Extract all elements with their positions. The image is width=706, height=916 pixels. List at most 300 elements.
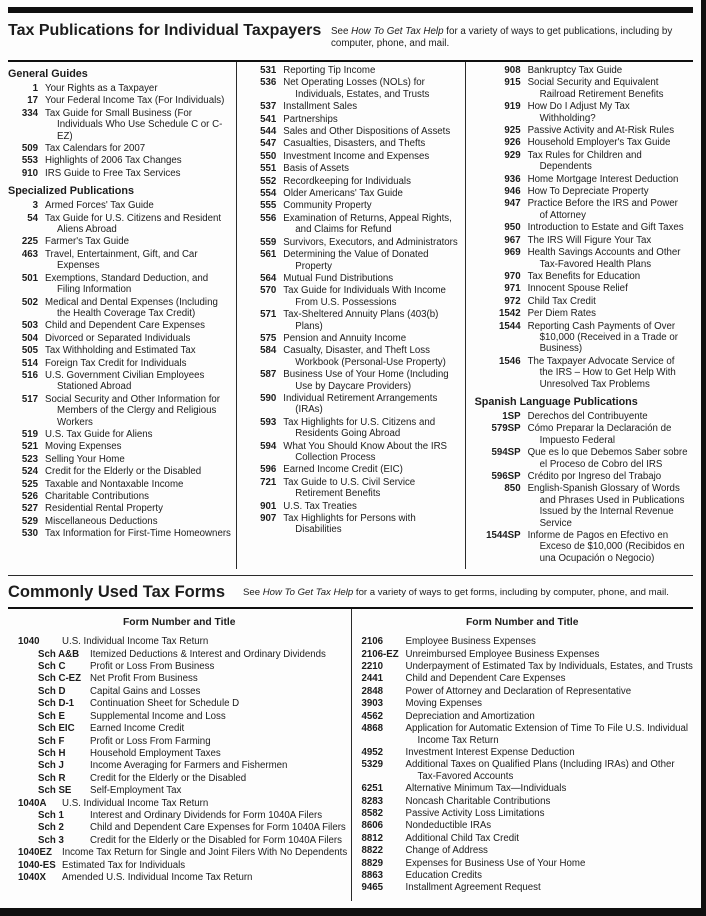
forms-section <box>8 609 693 901</box>
form-title: Nondeductible IRAs <box>405 820 492 832</box>
form-number: 1040X <box>18 871 47 883</box>
publication-item <box>8 236 231 247</box>
publication-title: Tax Guide for U.S. Citizens and Resident Aliens Abroad <box>45 212 222 236</box>
publication-number: 225 <box>21 236 38 248</box>
publication-title: The Taxpayer Advocate Service of the IRS – How to Get Help With Unresolved Tax Problems <box>527 355 676 390</box>
form-item <box>352 858 694 869</box>
form-title: Alternative Minimum Tax—Individuals <box>405 783 567 795</box>
form-item <box>8 748 351 759</box>
publication-title: Child Tax Credit <box>527 295 596 307</box>
publication-item <box>475 137 688 148</box>
publication-title: Medical and Dental Expenses (Including the Health Coverage Tax Credit) <box>45 296 218 319</box>
publication-item <box>475 296 688 307</box>
publication-item <box>8 95 231 106</box>
form-item <box>8 723 351 734</box>
form-title: Passive Activity Loss Limitations <box>405 807 545 819</box>
publication-item <box>246 369 459 392</box>
publication-title: Pension and Annuity Income <box>283 332 407 344</box>
publication-item <box>8 516 231 527</box>
publication-number: 575 <box>260 332 277 344</box>
form-title: Profit or Loss From Farming <box>90 735 211 747</box>
form-item <box>352 723 694 746</box>
publication-item <box>475 271 688 282</box>
publication-title: How To Depreciate Property <box>527 186 649 198</box>
form-item <box>8 773 351 784</box>
publication-item <box>8 441 231 452</box>
publication-item <box>246 249 459 272</box>
top-rule <box>8 7 693 13</box>
form-title: Income Averaging for Farmers and Fishermen <box>90 760 288 772</box>
form-item <box>8 822 351 833</box>
publication-item <box>475 235 688 246</box>
publication-title: What You Should Know About the IRS Collection Process <box>283 440 448 463</box>
publication-number: 593 <box>260 416 277 428</box>
forms-note <box>243 587 669 598</box>
form-item <box>8 798 351 809</box>
form-title: Profit or Loss From Business <box>90 661 215 673</box>
publication-title: Tax Highlights for U.S. Citizens and Residents Going Abroad <box>283 416 436 440</box>
publication-item <box>246 273 459 284</box>
form-title: Household Employment Taxes <box>90 747 221 759</box>
publications-group-heading: Specialized Publications <box>8 185 134 198</box>
publication-title: Per Diem Rates <box>527 308 596 320</box>
publication-title: Mutual Fund Distributions <box>283 272 394 284</box>
publication-title: Charitable Contributions <box>45 491 149 502</box>
publication-item <box>246 501 459 512</box>
publication-title: U.S. Tax Guide for Aliens <box>45 428 153 440</box>
form-title: Credit for the Elderly or the Disabled for Form 1040A Filers <box>90 834 342 846</box>
form-title: Underpayment of Estimated Tax by Individuals, Estates, and Trusts <box>405 661 693 673</box>
publication-number: 561 <box>260 249 277 261</box>
form-item <box>352 833 694 844</box>
form-item <box>8 847 351 858</box>
publication-title: Partnerships <box>283 113 338 125</box>
publication-title: Innocent Spouse Relief <box>527 283 628 295</box>
publication-item <box>246 441 459 464</box>
form-title: Noncash Charitable Contributions <box>405 795 551 807</box>
publication-title: Passive Activity and At-Risk Rules <box>527 125 675 137</box>
form-item <box>8 686 351 697</box>
publication-number: 919 <box>504 101 521 113</box>
publication-title: Divorced or Separated Individuals <box>45 332 191 344</box>
form-number: Sch D <box>38 685 66 697</box>
form-title: Self-Employment Tax <box>90 785 182 797</box>
publication-item <box>475 308 688 319</box>
form-item <box>352 747 694 758</box>
publication-title: Practice Before the IRS and Power of Attorney <box>527 198 678 221</box>
forms-column-2 <box>351 609 694 901</box>
publication-number: 579SP <box>491 423 521 435</box>
publication-number: 541 <box>260 113 277 125</box>
publication-item <box>475 447 688 470</box>
form-number: Sch 2 <box>38 822 64 834</box>
publication-item <box>8 333 231 344</box>
form-number: 4562 <box>361 710 384 722</box>
publication-title: Tax Highlights for Persons with Disabilities <box>283 513 416 536</box>
form-number: Sch 1 <box>38 809 64 821</box>
publications-note <box>331 26 693 49</box>
publication-number: 947 <box>504 198 521 210</box>
forms-list-1 <box>8 636 351 883</box>
publication-number: 596SP <box>491 471 521 482</box>
publication-item <box>475 65 688 76</box>
publication-number: 529 <box>21 515 38 527</box>
publication-item <box>475 198 688 221</box>
publication-number: 502 <box>21 296 38 308</box>
form-title: Itemized Deductions & Interest and Ordinary Dividends <box>90 648 326 660</box>
publication-number: 1546 <box>499 355 521 367</box>
publication-item <box>246 163 459 174</box>
publication-title: Crédito por Ingreso del Trabajo <box>527 471 662 482</box>
publication-title: Miscellaneous Deductions <box>45 515 158 527</box>
form-title: Depreciation and Amortization <box>405 710 535 722</box>
publication-item <box>475 222 688 233</box>
publications-column-3 <box>465 62 693 569</box>
publication-title: Installment Sales <box>283 101 358 113</box>
forms-column-header: Form Number and Title <box>465 617 579 629</box>
form-item <box>8 711 351 722</box>
publication-title: Survivors, Executors, and Administrators <box>283 236 458 248</box>
form-item <box>352 711 694 722</box>
publication-item <box>8 503 231 514</box>
publication-number: 925 <box>504 125 521 137</box>
publication-item <box>246 285 459 308</box>
publication-number: 926 <box>504 137 521 149</box>
publication-item <box>246 333 459 344</box>
publication-number: 907 <box>260 513 277 525</box>
form-item <box>8 661 351 672</box>
publication-title: Older Americans' Tax Guide <box>283 188 403 200</box>
note-suffix: for a variety of ways to get forms, including by computer, phone, and mail. <box>353 587 669 599</box>
publication-title: Your Federal Income Tax (For Individuals) <box>45 95 225 107</box>
form-number: 8283 <box>361 795 384 807</box>
form-title: Income Tax Return for Single and Joint Filers With No Dependents <box>62 847 348 859</box>
form-title: Capital Gains and Losses <box>90 685 201 697</box>
form-item <box>352 845 694 856</box>
publication-title: Tax Information for First-Time Homeowners <box>45 528 231 540</box>
publication-number: 969 <box>504 247 521 259</box>
publication-item <box>475 356 688 390</box>
form-item <box>8 649 351 660</box>
publication-title: Tax Benefits for Education <box>527 270 641 282</box>
publication-title: Sales and Other Dispositions of Assets <box>283 126 451 138</box>
publication-title: Social Security and Equivalent Railroad Retirement Benefits <box>527 77 664 100</box>
form-number: 8812 <box>361 832 384 844</box>
form-number: Sch C <box>38 661 66 673</box>
publication-title: Health Savings Accounts and Other Tax-Favored Health Plans <box>527 247 681 270</box>
publication-number: 946 <box>504 186 521 198</box>
publication-item <box>246 188 459 199</box>
form-title: Estimated Tax for Individuals <box>62 859 186 871</box>
form-title: Additional Child Tax Credit <box>405 832 519 844</box>
form-title: Child and Dependent Care Expenses <box>405 673 566 685</box>
publication-number: 1544 <box>499 320 521 332</box>
form-number: Sch D-1 <box>38 698 75 710</box>
publication-item <box>246 464 459 475</box>
publication-number: 514 <box>21 357 38 369</box>
publication-number: 970 <box>504 270 521 282</box>
publication-number: 556 <box>260 212 277 224</box>
form-number: 4952 <box>361 746 384 758</box>
publication-item <box>8 454 231 465</box>
publication-item <box>475 411 688 422</box>
publication-title: Tax Guide for Individuals With Income From U.S. Possessions <box>283 285 446 308</box>
publication-item <box>8 83 231 94</box>
publication-item <box>246 237 459 248</box>
form-item <box>352 759 694 782</box>
form-item <box>352 882 694 893</box>
form-number: 2210 <box>361 661 384 673</box>
publication-item <box>8 297 231 320</box>
publication-title: Recordkeeping for Individuals <box>283 175 411 187</box>
publications-group-heading: Spanish Language Publications <box>474 395 638 408</box>
publication-number: 526 <box>21 491 38 502</box>
publication-title: Informe de Pagos en Efectivo en Exceso de $10,000 (Recibidos en una Ocupación o Negocio) <box>527 530 685 564</box>
publication-number: 850 <box>504 483 521 495</box>
publication-title: Highlights of 2006 Tax Changes <box>45 155 182 167</box>
form-title: U.S. Individual Income Tax Return <box>62 636 209 648</box>
publication-item <box>8 528 231 539</box>
publication-item <box>8 143 231 154</box>
publication-item <box>8 370 231 393</box>
form-title: Investment Interest Expense Deduction <box>405 746 575 758</box>
publication-item <box>8 358 231 369</box>
forms-column-1 <box>8 609 351 901</box>
form-item <box>352 870 694 881</box>
publication-number: 908 <box>504 65 521 76</box>
publication-item <box>8 168 231 179</box>
form-title: Continuation Sheet for Schedule D <box>90 698 240 710</box>
forms-column-header: Form Number and Title <box>122 617 236 629</box>
publication-number: 1542 <box>499 308 521 320</box>
form-item <box>352 673 694 684</box>
publication-item <box>8 394 231 428</box>
publication-title: Casualties, Disasters, and Thefts <box>283 138 426 150</box>
publication-item <box>246 77 459 100</box>
publication-number: 525 <box>21 478 38 490</box>
publication-number: 559 <box>260 236 277 248</box>
form-number: Sch EIC <box>38 723 75 735</box>
form-item <box>352 783 694 794</box>
publication-item <box>246 345 459 368</box>
publication-item <box>475 283 688 294</box>
publication-item <box>475 174 688 185</box>
form-title: Education Credits <box>405 869 482 881</box>
publications-group-heading: General Guides <box>8 68 88 80</box>
form-title: Change of Address <box>405 845 488 857</box>
publication-number: 527 <box>21 503 38 515</box>
form-number: Sch SE <box>38 785 72 797</box>
publication-item <box>8 479 231 490</box>
publication-item <box>475 321 688 355</box>
publication-item <box>246 101 459 112</box>
publication-title: Selling Your Home <box>45 453 125 465</box>
publication-number: 555 <box>260 200 277 212</box>
publication-number: 971 <box>504 283 521 295</box>
publication-title: Tax Guide to U.S. Civil Service Retirement Benefits <box>283 476 416 500</box>
publication-title: Cómo Preparar la Declaración de Impuesto Federal <box>527 423 672 446</box>
publication-item <box>246 200 459 211</box>
form-item <box>352 698 694 709</box>
form-item <box>8 872 351 883</box>
publication-title: Individual Retirement Arrangements (IRAs) <box>283 392 438 416</box>
form-title: Moving Expenses <box>405 698 482 710</box>
form-item <box>8 810 351 821</box>
form-title: Earned Income Credit <box>90 723 185 735</box>
publication-title: Tax Withholding and Estimated Tax <box>45 345 196 357</box>
form-item <box>8 860 351 871</box>
form-number: 8822 <box>361 845 384 857</box>
publication-number: 530 <box>21 528 38 540</box>
publication-number: 17 <box>27 95 38 107</box>
publication-title: Examination of Returns, Appeal Rights, and Claims for Refund <box>283 212 452 236</box>
publication-title: Residential Rental Property <box>45 503 163 515</box>
publication-number: 1544SP <box>486 530 521 542</box>
publication-item <box>475 101 688 124</box>
publication-number: 596 <box>260 464 277 476</box>
form-number: 8829 <box>361 857 384 869</box>
form-title: Application for Automatic Extension of Time To File U.S. Individual Income Tax Return <box>405 723 689 746</box>
publication-item <box>8 213 231 236</box>
form-title: Power of Attorney and Declaration of Representative <box>405 685 632 697</box>
publication-item <box>475 150 688 173</box>
publications-title: Tax Publications for Individual Taxpayers <box>8 22 322 39</box>
publication-title: Tax-Sheltered Annuity Plans (403(b) Plans) <box>283 309 439 332</box>
publication-number: 594SP <box>491 447 521 459</box>
publication-item <box>8 320 231 331</box>
form-title: Expenses for Business Use of Your Home <box>405 857 586 869</box>
publication-number: 1SP <box>502 410 521 422</box>
form-number: 8606 <box>361 820 384 832</box>
publication-number: 1 <box>32 83 38 94</box>
form-number: 8582 <box>361 807 384 819</box>
form-item <box>8 636 351 647</box>
publication-title: Home Mortgage Interest Deduction <box>527 173 679 185</box>
publication-title: The IRS Will Figure Your Tax <box>527 234 652 246</box>
publication-number: 554 <box>260 188 277 200</box>
publication-number: 594 <box>260 440 277 452</box>
publication-number: 503 <box>21 320 38 332</box>
publication-number: 509 <box>21 143 38 155</box>
form-item <box>352 661 694 672</box>
form-number: 3903 <box>361 698 384 710</box>
publication-item <box>246 513 459 536</box>
form-title: Supplemental Income and Loss <box>90 710 226 722</box>
publication-number: 721 <box>260 476 277 488</box>
form-number: 1040-ES <box>18 859 56 871</box>
publication-number: 536 <box>260 77 277 89</box>
publication-item <box>246 417 459 440</box>
publication-number: 504 <box>21 332 38 344</box>
forms-title-row <box>8 576 693 609</box>
publication-title: Derechos del Contribuyente <box>527 410 648 422</box>
publication-number: 587 <box>260 369 277 381</box>
publication-item <box>475 247 688 270</box>
publication-number: 551 <box>260 163 277 175</box>
publication-item <box>8 466 231 477</box>
form-title: Interest and Ordinary Dividends for Form 1040A Filers <box>90 809 323 821</box>
form-number: Sch F <box>38 735 65 747</box>
publications-column-1 <box>8 62 236 569</box>
publication-title: Tax Rules for Children and Dependents <box>527 149 642 173</box>
publication-number: 901 <box>260 500 277 512</box>
form-number: 2106-EZ <box>361 648 399 660</box>
form-number: Sch C-EZ <box>38 673 82 685</box>
publication-number: 967 <box>504 234 521 246</box>
publication-item <box>246 393 459 416</box>
publication-item <box>475 471 688 482</box>
publications-section <box>8 62 693 569</box>
form-item <box>352 649 694 660</box>
form-title: Installment Agreement Request <box>405 882 541 894</box>
publication-title: Child and Dependent Care Expenses <box>45 320 205 332</box>
publication-item <box>475 423 688 446</box>
publication-number: 910 <box>21 167 38 179</box>
form-number: Sch R <box>38 772 66 784</box>
publication-title: Taxable and Nontaxable Income <box>45 478 184 490</box>
form-title: Amended U.S. Individual Income Tax Return <box>62 871 253 883</box>
form-number: Sch 3 <box>38 834 64 846</box>
publication-number: 54 <box>27 212 38 224</box>
publication-number: 517 <box>21 393 38 405</box>
publication-number: 501 <box>21 272 38 284</box>
publication-number: 524 <box>21 466 38 478</box>
publication-title: Moving Expenses <box>45 441 122 453</box>
publication-number: 584 <box>260 345 277 357</box>
publication-title: Basis of Assets <box>283 163 349 175</box>
publication-item <box>8 249 231 272</box>
form-number: 2106 <box>361 636 384 648</box>
forms-title: Commonly Used Tax Forms <box>8 583 225 602</box>
publication-title: U.S. Tax Treaties <box>283 500 357 512</box>
form-title: Credit for the Elderly or the Disabled <box>90 772 247 784</box>
publication-number: 553 <box>21 155 38 167</box>
publication-item <box>8 155 231 166</box>
form-title: Additional Taxes on Qualified Plans (Including IRAs) and Other Tax-Favored Accounts <box>405 759 675 782</box>
form-number: 1040EZ <box>18 847 52 859</box>
form-number: Sch H <box>38 747 66 759</box>
publications-column-2 <box>236 62 464 569</box>
publication-title: Determining the Value of Donated Property <box>283 249 429 272</box>
publication-title: Investment Income and Expenses <box>283 150 430 162</box>
publication-item <box>475 125 688 136</box>
form-number: 4868 <box>361 723 384 735</box>
publication-title: Introduction to Estate and Gift Taxes <box>527 222 684 234</box>
publication-title: Armed Forces' Tax Guide <box>45 200 154 212</box>
publication-item <box>246 65 459 76</box>
publication-title: Foreign Tax Credit for Individuals <box>45 357 187 369</box>
forms-list-2 <box>352 636 694 894</box>
publication-number: 544 <box>260 126 277 138</box>
form-number: 2848 <box>361 685 384 697</box>
note-prefix: See <box>331 26 352 37</box>
publication-number: 463 <box>21 248 38 260</box>
publication-number: 972 <box>504 295 521 307</box>
form-item <box>8 698 351 709</box>
publications-header <box>8 22 693 62</box>
publication-title: Tax Calendars for 2007 <box>45 143 146 155</box>
form-item <box>8 673 351 684</box>
publication-title: Farmer's Tax Guide <box>45 236 130 248</box>
publication-item <box>8 429 231 440</box>
publication-item <box>475 186 688 197</box>
publication-number: 547 <box>260 138 277 150</box>
publication-item <box>246 138 459 149</box>
publication-item <box>8 200 231 211</box>
publication-item <box>246 126 459 137</box>
publication-number: 929 <box>504 149 521 161</box>
publication-number: 915 <box>504 77 521 89</box>
